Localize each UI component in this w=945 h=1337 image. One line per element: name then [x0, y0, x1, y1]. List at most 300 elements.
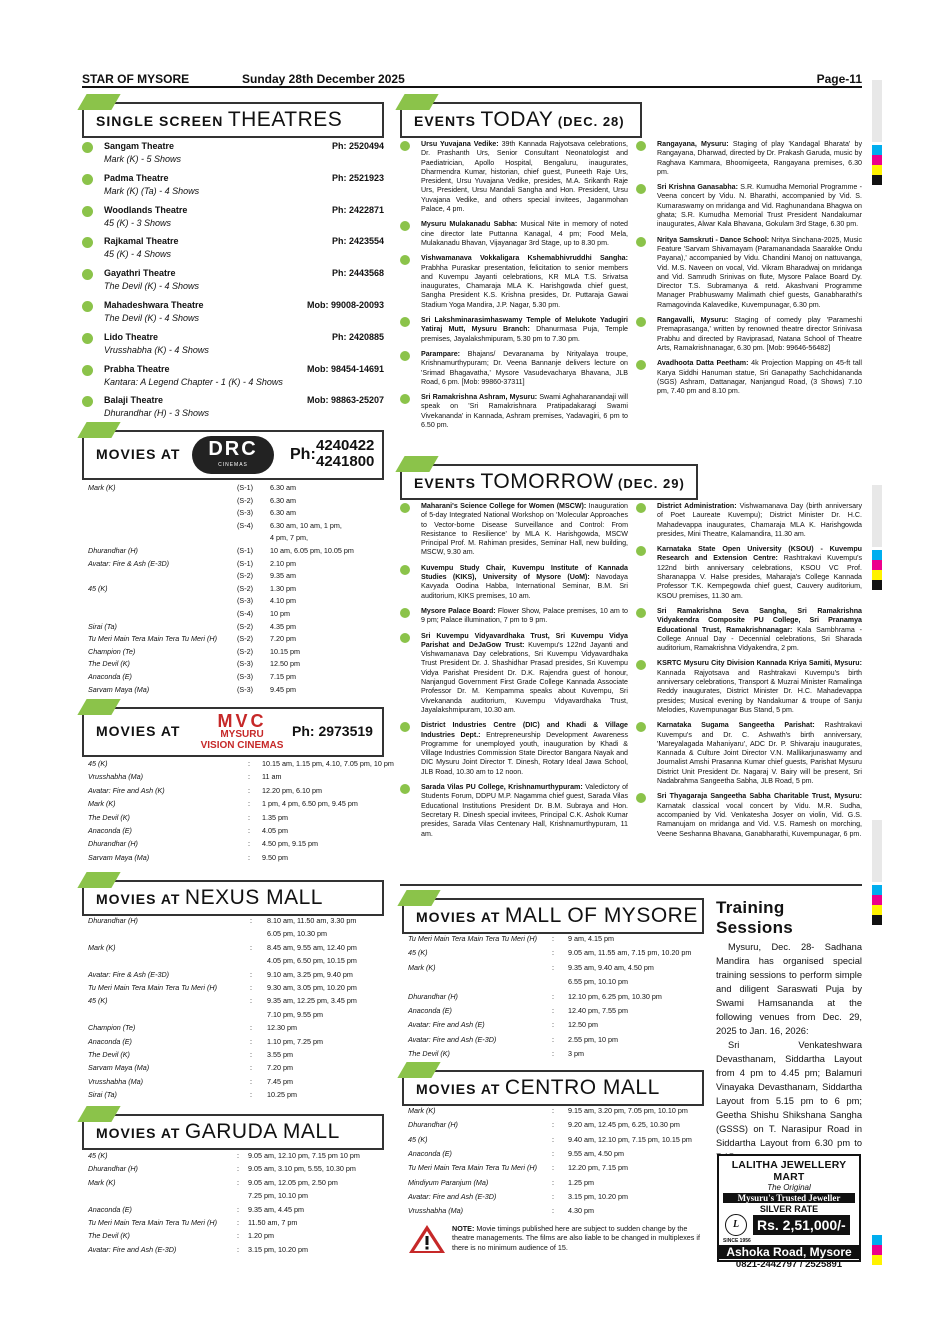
event-organiser: District Industries Centre (DIC) and Khadi & Village Industries Dept.: [421, 721, 628, 739]
bullet-icon [400, 503, 410, 513]
showtime-row [82, 852, 384, 865]
event-details: Swami Aghaharanandaji will speak on 'Sri Ramakrishnara Pratipadakaragi Swami Vivekananda' in Kannada, Ashram premises, Yadavagiri, 6 pm to 6.50 pm. [421, 393, 628, 430]
showtime-row [82, 1177, 384, 1190]
screen-or-sep: : [248, 799, 250, 809]
showtime-row [402, 1177, 704, 1191]
showtime-row [82, 646, 384, 659]
issue-date: Sunday 28th December 2025 [242, 72, 405, 86]
movie-title: Avatar: Fire & Ash (E-3D) [88, 969, 170, 979]
screen-or-sep: (S-2) [237, 646, 253, 656]
theatre-name: Prabha Theatre [104, 363, 170, 374]
event-item [636, 792, 862, 838]
event-organiser: KSRTC Mysuru City Division Kannada Kriya Samiti, Mysuru: [657, 659, 862, 668]
showtime-row [402, 933, 704, 947]
showtime-row [82, 558, 384, 571]
training-title: Training Sessions [716, 898, 794, 937]
bullet-icon [636, 317, 646, 327]
screen-or-sep: : [237, 1244, 239, 1254]
mall-of-mysore-showtimes [402, 933, 704, 1063]
events-tomorrow-left [400, 502, 628, 845]
event-details: Bhajans/ Devaranama by Nrityalaya troupe, Krishnamurthypuram; Dr. Veena Bannanje delivers lecture on 'Srimad Bhagavatha,' Mysore Vasudevacharya Bhavana, JLB Road, 6 pm. [Mob: 99860-37311] [421, 349, 628, 386]
event-details: Rashtrakavi Kuvempu's and Dr. C. Ashwath's birth anniversary, 'Mareyalagada Mahaniyaru', ADC Dr. P. Shivaraju inaugurates, Kannada & Culture Joint Director V.N. Mallikarjunaswamy and Journalist Amshi Prasanna Kumar chief guests, Parishat Mysuru District Unit President Dr. Nagaraj V. Bairy will be present, Sri Nadabrahma Sangeetha Sabha, JLB Road, 5 pm. [657, 721, 862, 786]
showtime-row [82, 482, 384, 495]
event-item [636, 236, 862, 310]
showtime-row [82, 771, 384, 784]
screen-or-sep: (S-2) [237, 583, 253, 593]
screen-or-sep: (S-3) [237, 672, 253, 681]
showtime-row [82, 812, 384, 825]
event-item [636, 140, 862, 177]
showtime-row [402, 1148, 704, 1162]
event-organiser: Karnataka State Open University (KSOU) - Kuvempu Research and Extension Centre: [657, 545, 862, 563]
bullet-icon [636, 360, 646, 370]
movie-title: Vrusshabha (Ma) [408, 1206, 463, 1216]
show-times: 9.35 am, 4.45 pm [248, 1204, 304, 1214]
bullet-icon [82, 396, 93, 407]
movie-title: Tu Meri Main Tera Main Tera Tu Meri (H) [408, 934, 538, 943]
showtime-row [82, 621, 384, 634]
mall-of-mysore-title: MOVIES AT MALL OF MYSORE [402, 898, 704, 934]
show-times: 9.05 am, 3.10 pm, 5.55, 10.30 pm [248, 1164, 356, 1174]
event-item [400, 140, 628, 214]
show-times: 4.05 pm, 6.50 pm, 10.15 pm [267, 956, 357, 966]
event-item [636, 183, 862, 229]
theatre-shows: Mark (K) - 5 Shows [104, 154, 182, 164]
showtime-row [82, 1190, 384, 1203]
training-para-1: Mysuru, Dec. 28- Sadhana Mandira has organised special training sessions to perform simple and diligent Saraswati Puja by Swami Hamsananda at the following venues from Dec. 29, 2025 to Jan. 16, 2026: [716, 942, 862, 1036]
theatre-shows: 45 (K) - 4 Shows [104, 249, 172, 260]
event-details: 4k Projection Mapping on 45-ft tall Karya Siddhi Hanuman statue, Sri Ganapathy Sachchidananda (SGS) Ashram, Dattanagar, Nanjangud Road, (3 Shows) 7.10 pm, 7.40 pm and 8.10 pm. [657, 359, 862, 396]
show-times: 1.35 pm [262, 812, 288, 822]
movie-title: Sarvam Maya (Ma) [88, 684, 150, 694]
show-times: 6.55 pm, 10.10 pm [568, 977, 628, 987]
screen-or-sep: : [552, 962, 554, 972]
movie-title: The Devil (K) [408, 1049, 450, 1059]
show-times: 9.05 am, 11.55 am, 7.15 pm, 10.20 pm [568, 948, 692, 958]
show-times: 6.30 am, 10 am, 1 pm, [270, 520, 342, 530]
screen-or-sep: : [237, 1151, 239, 1160]
showtime-row [402, 1205, 704, 1219]
showtime-row [82, 671, 384, 684]
showtime-row [82, 838, 384, 851]
event-details: Kuvempu's 122nd Jayanti and Vishwamanava Day celebrations, Sri Kuvempu Vidyavardhaka Trust President Dr. J. Shashidhar Prasad presides, Sri Kuvempu Vidya Parishat President Dr. D.K. Rajendra guest of honour, Nanjangud Government First Grade College Kannada Associate Professor Dr. M. Kempamma speaks about Kuvempu, Sri Vivekananda auditorium, Kuvempu Vidyavardhaka Trust, Jayalakshmipuram, 10.30 am. [421, 640, 628, 714]
mysuru-vision-title: MOVIES AT MVC MYSURU VISION CINEMAS Ph: 2973519 [82, 707, 384, 757]
show-times: 7.10 pm, 9.55 pm [267, 1009, 323, 1019]
screen-or-sep: (S-2) [237, 621, 253, 631]
event-organiser: Sri Krishna Ganasabha: [657, 183, 738, 192]
show-times: 3.15 pm, 10.20 pm [248, 1244, 308, 1254]
theatre-phone: Ph: 2520494 [331, 141, 384, 151]
screen-or-sep: : [250, 1076, 252, 1086]
theatre-phone: Ph: 2443568 [331, 268, 384, 279]
show-times: 9.50 pm [262, 852, 288, 862]
event-details: Karnatak classical vocal concert by Vidu. M.R. Sudha, accompanied by Vid. Venkatesha Josyer on violin, Vid. G.S. Ramanujam on mridanga and Vid. V.S. Ramesh on morching, Veene Seshanna Bhavana, Ganabharathi, Kuvempunagar, 6 pm. [657, 801, 862, 838]
drc-showtimes [82, 482, 384, 700]
registration-strip [872, 80, 882, 142]
screen-or-sep: : [250, 1050, 252, 1059]
showtime-row [82, 520, 384, 533]
bullet-icon [82, 301, 93, 312]
showtime-row [82, 1076, 384, 1089]
drc-phones: 4240422 4241800 [316, 437, 375, 470]
movie-title: Vrusshabha (Ma) [88, 1076, 143, 1086]
movie-title: Avatar: Fire & Ash (E-3D) [88, 558, 170, 568]
showtime-row [82, 969, 384, 982]
movie-title: Champion (Te) [88, 1023, 136, 1033]
screen-or-sep: : [248, 839, 250, 849]
theatre-item [82, 140, 384, 168]
event-details: Musical Nite in memory of noted cine director late Puttanna Kanagal, 4 pm; Food Mela, Mulakanadu Bhavan, Vijayanagar 3rd Stage, up to 8.30 pm. [421, 220, 629, 247]
bullet-icon [636, 141, 646, 151]
show-times: 4.30 pm [568, 1206, 594, 1216]
bullet-icon [400, 608, 410, 618]
screen-or-sep: (S-3) [237, 684, 253, 694]
movie-title: Mark (K) [88, 942, 116, 952]
theatre-item [82, 299, 384, 327]
screen-or-sep: : [250, 996, 252, 1006]
show-times: 7.20 pm [267, 1063, 293, 1073]
event-details: Nritya Sinchana-2025, Music Feature 'Sarvam Shivamayam (Paramanandada Saarakke Ondu Payana),' accompanied by Vidu. Chandini Manoj on nattuvanga, Vid. M.S. Naveen on vocal, Vid. Vikram Bharadwaj on mridanga and Vid. Samrudh Srinivas on flute, Mysore Palace Board Dy. Director T.S. Subramanya & retd. Akashvani Programme Manager Prabhuswamy Malimath chief guests, Ganabharathi's Ramagovinda Kalavedike, Kuvempunagar, 6.30 pm. [657, 235, 862, 309]
show-times: 10.15 am, 1.15 pm, 4.10, 7.05 pm, 10 pm [262, 759, 394, 768]
event-details: Prabhha Puraskar presentation, felicitation to senior members and Kuvempu Jayanti celebrations, KR MLA T.S. Srivatsa inaugurates, Chamaraja MLA K. Harishgowda chief guest, Sangha President K.S. Krishna presides, Dr. Puttaraja Gawai Stadium Yoga Mandira, J.P. Nagar, 5.30 pm. [421, 263, 628, 309]
show-times: 9.35 am, 9.40 am, 4.50 pm [568, 962, 654, 972]
events-tomorrow-title: EVENTS TOMORROW (DEC. 29) [400, 464, 698, 500]
event-item [400, 254, 628, 310]
theatre-item [82, 363, 384, 391]
show-times: 3.15 pm, 10.20 pm [568, 1191, 628, 1201]
screen-or-sep: (S-1) [237, 546, 253, 555]
movie-title: Anaconda (E) [408, 1148, 452, 1158]
bullet-icon [400, 221, 410, 231]
theatre-phone: Ph: 2420885 [331, 331, 384, 342]
showtime-row [82, 507, 384, 520]
screen-or-sep: (S-3) [237, 659, 253, 669]
showtime-row [82, 1163, 384, 1176]
screen-or-sep: : [248, 759, 250, 768]
screen-or-sep: (S-2) [237, 571, 253, 581]
event-item [636, 359, 862, 396]
show-times: 4.05 pm [262, 826, 288, 835]
movie-title: The Devil (K) [88, 659, 130, 669]
event-organiser: Mysore Palace Board: [421, 606, 496, 615]
movie-title: Anaconda (E) [408, 1006, 452, 1015]
movie-title: Avatar: Fire and Ash (E-3D) [88, 1244, 177, 1254]
showtime-row [82, 915, 384, 928]
show-times: 7.15 pm [270, 672, 296, 681]
movie-title: The Devil (K) [88, 1050, 130, 1059]
show-times: 4 pm, 7 pm, [270, 533, 308, 543]
screen-or-sep: : [250, 1063, 252, 1073]
show-times: 9.05 am, 12.05 pm, 2.50 pm [248, 1177, 338, 1187]
bullet-icon [82, 142, 93, 153]
theatre-phone: Mob: 99008-20093 [306, 300, 384, 310]
show-times: 9.55 am, 4.50 pm [568, 1148, 624, 1158]
screen-or-sep: : [552, 1177, 554, 1187]
screen-or-sep: : [237, 1204, 239, 1214]
show-times: 12.50 pm [270, 659, 300, 669]
theatre-phone: Ph: 2422871 [331, 204, 384, 215]
theatre-item [82, 267, 384, 295]
show-times: 6.05 pm, 10.30 pm [267, 929, 327, 939]
show-times: 4.10 pm [270, 596, 296, 606]
showtime-row [82, 1049, 384, 1062]
event-organiser: Sri Kuvempu Vidyavardhaka Trust, Sri Kuvempu Vidya Parishat and DeJaGow Trust: [421, 631, 628, 649]
show-times: 1.25 pm [568, 1177, 594, 1187]
showtime-row [82, 942, 384, 955]
showtime-row [82, 583, 384, 596]
show-times: 3 pm [568, 1049, 584, 1059]
theatre-phone: Mob: 98863-25207 [306, 395, 384, 406]
event-organiser: Maharani's Science College for Women (MSCW): [421, 502, 587, 510]
movie-title: Dhurandhar (H) [408, 1120, 458, 1130]
bullet-icon [82, 269, 93, 280]
screen-or-sep: (S-4) [237, 520, 253, 530]
showtime-row [82, 633, 384, 646]
show-times: 9.05 am, 12.10 pm, 7.15 pm 10 pm [248, 1151, 360, 1160]
paper-name: STAR OF MYSORE [82, 72, 190, 86]
screen-or-sep: : [250, 916, 252, 925]
show-times: 10.15 pm [270, 646, 300, 656]
event-details: Flower Show, Palace premises, 10 am to 9 pm; Palace illumination, 7 pm to 9 pm. [421, 606, 628, 625]
event-organiser: Parampare: [421, 349, 461, 358]
nexus-showtimes [82, 915, 384, 1105]
bullet-icon [82, 174, 93, 185]
movie-title: Anaconda (E) [88, 1204, 132, 1214]
movie-title: Mark (K) [408, 962, 436, 972]
event-item [636, 502, 862, 539]
event-details: Kala Sambhrama - College Annual Day - Decennial celebrations, Sri Sharada auditorium, Ramakrishna Vidyakendra, 2 pm. [657, 625, 862, 653]
screen-or-sep: : [248, 785, 250, 795]
screen-or-sep: : [552, 1020, 554, 1030]
screen-or-sep: : [250, 942, 252, 952]
showtime-row [402, 1191, 704, 1205]
showtime-row [402, 1034, 704, 1048]
show-times: 11.50 am, 7 pm [248, 1218, 298, 1227]
screen-or-sep: : [237, 1218, 239, 1227]
showtime-row [82, 995, 384, 1008]
movie-title: Tu Meri Main Tera Main Tera Tu Meri (H) [88, 634, 218, 644]
bullet-icon [636, 237, 646, 247]
movie-title: Dhurandhar (H) [88, 839, 138, 849]
screen-or-sep: : [250, 1090, 252, 1100]
movie-title: Anaconda (E) [88, 1036, 132, 1046]
event-details: Staging of comedy play 'Parameshi Premaprasanga,' written by renowned theatre director Srinivasa Prabhu and directed by Raviprasad, Natana School of Theatre Arts, Ramakrishnanagar, 6.30 pm. [Mob: 99646-56482] [657, 316, 862, 352]
screen-or-sep: : [250, 1036, 252, 1046]
movie-title: 45 (K) [88, 583, 108, 593]
screen-or-sep: : [552, 1191, 554, 1201]
theatre-shows: 45 (K) - 3 Shows [104, 217, 172, 228]
show-times: 9 am, 4.15 pm [568, 934, 614, 943]
bullet-icon [636, 546, 646, 556]
movie-title: Avatar: Fire and Ash (E-3D) [408, 1191, 497, 1201]
screen-or-sep: (S-2) [237, 495, 253, 505]
event-item [636, 545, 862, 601]
event-item [400, 350, 628, 387]
drc-title: MOVIES AT DRC CINEMAS Ph: 4240422 4241800 [82, 430, 384, 480]
screen-or-sep: : [237, 1164, 239, 1174]
show-times: 1.30 pm [270, 583, 296, 593]
bullet-icon [400, 351, 410, 361]
show-times: 7.25 pm, 10.10 pm [248, 1191, 308, 1201]
movie-title: Anaconda (E) [88, 672, 132, 681]
screen-or-sep: (S-4) [237, 609, 253, 618]
event-details: Entrepreneurship Development Awareness Programme for unemployed youth, inauguration by Khadi & Village Industries Commission State Director Bangara Nayak and DIC Mysuru Joint Director T. Dinesh, Rotary Ideal Jawa School, JLB Road, 10.30 am to 12 noon. [421, 730, 629, 776]
screen-or-sep: : [248, 852, 250, 862]
bullet-icon [636, 722, 646, 732]
movie-title: Sarvam Maya (Ma) [88, 852, 150, 862]
showtime-row [402, 1048, 704, 1062]
mysuru-vision-showtimes [82, 758, 394, 868]
screen-or-sep: : [250, 983, 252, 992]
event-details: Dhanurmasa Puja, Temple premises, Jayalakshmipuram, 5.30 pm to 7.30 pm. [421, 325, 628, 343]
event-item [400, 502, 628, 558]
showtime-row [82, 1150, 384, 1163]
showtime-row [82, 595, 384, 608]
showtime-row [82, 608, 384, 621]
mysuru-vision-logo: MVC MYSURU VISION CINEMAS [200, 711, 284, 751]
show-times: 2.10 pm [270, 558, 296, 568]
showtime-row [402, 1005, 704, 1019]
theatre-item [82, 204, 384, 232]
screen-or-sep: : [250, 969, 252, 979]
event-item [636, 659, 862, 715]
training-sessions [716, 898, 862, 1164]
theatre-item [82, 172, 384, 200]
theatre-item [82, 331, 384, 359]
theatre-name: Lido Theatre [104, 331, 159, 342]
showtime-row [402, 976, 704, 990]
mysuru-vision-phone: Ph: 2973519 [292, 723, 373, 739]
showtime-row [82, 982, 384, 995]
event-details: S.R. Kumudha Memorial Programme - Veena concert by Vidu. N. Bharathi, accompanied by Vid. S. Kumaraswamy on mridanga and Vid. Raghunandana Bhagwa on ghata; S.R. Kumudha Memorial Trust President Nandakumar inaugurates, Alwar Kala Bhavana, Gokulam 3rd Stage, 6.30 pm. [657, 183, 862, 229]
event-organiser: Ursu Yuvajana Vedike: [421, 140, 499, 148]
screen-or-sep: : [552, 1206, 554, 1216]
centro-showtimes [402, 1105, 704, 1217]
event-item [400, 564, 628, 601]
bullet-icon [400, 565, 410, 575]
showtime-row [82, 532, 384, 545]
show-times: 9.35 am, 12.25 pm, 3.45 pm [267, 996, 357, 1006]
events-today-left [400, 140, 628, 436]
showtime-row [82, 1217, 384, 1230]
theatre-phone: Ph: 2521923 [331, 172, 384, 183]
movie-title: Tu Meri Main Tera Main Tera Tu Meri (H) [88, 983, 218, 992]
event-organiser: District Administration: [657, 502, 737, 510]
theatre-shows: Mark (K) (Ta) - 4 Shows [104, 185, 200, 196]
show-times: 9.45 pm [270, 684, 296, 694]
bullet-icon [636, 503, 646, 513]
event-organiser: Sri Lakshminarasimhaswamy Temple of Melukote Yadugiri Yatiraj Mutt, Mysuru Branch: [421, 316, 628, 334]
show-times: 9.20 am, 12.45 pm, 6.25, 10.30 pm [568, 1120, 680, 1130]
event-details: 39th Kannada Rajyotsava celebrations, Dr. Prashanth Urs, Senior Consultant Neonatologist and Paediatrician, Apollo Hospital, Bengaluru, inaugurates, Dharmendra Kumar, historian, chief guest, Puneeth Raje Urs, President, Ursu Yuvajana Vedike, presides, M.A. Srikanth Raje Urs, President, Ursu Mandali Sangha and Hon. President, Ursu Yuvajana Vedike, and others special invitees, Jaganmohan Palace, 4 pm. [421, 140, 629, 214]
screen-or-sep: : [552, 1148, 554, 1158]
bullet-icon [400, 633, 410, 643]
show-times: 12.20 pm, 7.15 pm [568, 1163, 628, 1173]
event-item [400, 316, 628, 344]
event-details: Staging of play 'Kandagal Bharata' by Rangayana, Dharwad, directed by Dr. Prakash Garuda, music by Raghava Kammara, Bhoomigeeta, Rangayana premises, 6.30 pm. [657, 140, 862, 176]
show-times: 12.50 pm [568, 1020, 598, 1030]
showtime-row [402, 991, 704, 1005]
drc-ph-label: Ph: [290, 446, 316, 463]
screen-or-sep: : [248, 826, 250, 835]
bullet-icon [82, 365, 93, 376]
event-organiser: Avadhoota Datta Peetham: [657, 359, 749, 368]
show-times: 1 pm, 4 pm, 6.50 pm, 9.45 pm [262, 799, 358, 809]
bullet-icon [400, 784, 410, 794]
show-times: 9.15 am, 3.20 pm, 7.05 pm, 10.10 pm [568, 1106, 688, 1115]
movie-title: 45 (K) [408, 1134, 428, 1144]
bullet-icon [636, 793, 646, 803]
event-organiser: Sri Ramakrishna Seva Sangha, Sri Ramakrishna Vidyakendra Composite PU College, Sri Pranamya Educational Trust, Ramakrishnanagar: [657, 606, 862, 634]
timing-note: NOTE: Movie timings published here are subject to sudden change by the theatre managements. The films are also liable to be changed in multiplexes if there is no minimum audience of 15. [404, 1222, 706, 1256]
bullet-icon [82, 237, 93, 248]
event-organiser: Nritya Samskruti - Dance School: [657, 235, 770, 244]
movie-title: Mindiyum Paranjum (Ma) [408, 1177, 489, 1187]
screen-or-sep: : [237, 1231, 239, 1241]
event-item [636, 607, 862, 653]
show-times: 8.10 am, 11.50 am, 3.30 pm [267, 916, 357, 925]
show-times: 10 am, 6.05 pm, 10.05 pm [270, 546, 354, 555]
showtime-row [402, 1019, 704, 1033]
event-organiser: Kuvempu Study Chair, Kuvempu Institute of Kannada Studies (KIKS), University of Mysore (UoM): [421, 563, 628, 582]
event-item [400, 783, 628, 839]
event-organiser: Vishwamanava Vokkaligara Kshemabhivruddhi Sangha: [421, 254, 628, 263]
event-item [400, 607, 628, 626]
movie-title: Sarvam Maya (Ma) [88, 1063, 150, 1073]
showtime-row [82, 798, 384, 811]
movie-title: Tu Meri Main Tera Main Tera Tu Meri (H) [408, 1163, 538, 1173]
theatre-name: Gayathri Theatre [104, 268, 176, 279]
event-details: Kannada Rajyotsava and Rashtrakavi Kuvempu's birth anniversary celebrations, Transport & Muzrai Minister Ramalinga Reddy inaugurates, District Minister Dr. H.C. Mahadevappa presides; Musical evening by Nandakumar & troupe of Sanju Melodies, Kuvempunagar Bus Stand, 5 pm. [657, 668, 862, 714]
theatre-shows: Vrusshabha (K) - 4 Shows [104, 344, 209, 355]
bullet-icon [400, 141, 410, 151]
theatre-item [82, 394, 384, 422]
show-times: 6.30 am [270, 483, 296, 492]
show-times: 9.40 am, 12.10 pm, 7.15 pm, 10.15 pm [568, 1134, 692, 1144]
event-organiser: Sri Thyagaraja Sangeetha Sabha Charitable Trust, Mysuru: [657, 792, 862, 801]
screen-or-sep: : [248, 812, 250, 822]
show-times: 1.20 pm [248, 1231, 274, 1241]
events-today-right [636, 140, 862, 402]
show-times: 12.10 pm, 6.25 pm, 10.30 pm [568, 991, 662, 1001]
movie-title: Tu Meri Main Tera Main Tera Tu Meri (H) [88, 1218, 218, 1227]
movie-title: Dhurandhar (H) [88, 546, 138, 555]
theatre-shows: Dhurandhar (H) - 3 Shows [104, 408, 210, 419]
showtime-row [82, 570, 384, 583]
event-item [636, 316, 862, 353]
movie-title: 45 (K) [408, 948, 428, 958]
theatre-shows: The Devil (K) - 4 Shows [104, 281, 200, 292]
movie-title: Avatar: Fire and Ash (K) [88, 785, 165, 795]
showtime-row [82, 658, 384, 671]
event-details: Navodaya Kavyada Oodina Habba, International Seminar, B.M. Sri auditorium, KIKS premises, 10 am. [421, 573, 628, 600]
event-details: Inauguration of 5-day Integrated National Workshop on 'Molecular Approaches to Vector-borne Disease Surveillance and Control: From Resistance to Resilience' by MLA K. Harishgowda, MSCW Principal Prof. M. Rahiman presides, Seminar Hall, new building, MSCW, 9.30 am. [421, 502, 628, 557]
movie-title: Mark (K) [88, 799, 116, 809]
theatre-shows: Kantara: A Legend Chapter - 1 (K) - 4 Shows [104, 376, 283, 387]
movie-title: The Devil (K) [88, 1231, 130, 1241]
event-details: Vishwamanava Day (birth anniversary of Poet Laureate Kuvempu); District Minister Dr. H.C. Mahadevappa inaugurates, Chamaraja MLA K. Harishgowda presides, Mini Theatre, Kalamandira, 11.30 am. [657, 502, 862, 538]
warning-icon [408, 1224, 446, 1254]
showtime-row [82, 1036, 384, 1049]
event-organiser: Karnataka Sugama Sangeetha Parishat: [657, 721, 815, 730]
showtime-row [82, 545, 384, 558]
movie-title: Vrusshabha (Ma) [88, 772, 143, 782]
page-header [82, 72, 862, 88]
movie-title: 45 (K) [88, 1151, 108, 1160]
theatre-phone: Ph: 2423554 [331, 236, 384, 247]
theatre-name: Mahadeshwara Theatre [104, 300, 204, 310]
theatre-phone: Mob: 98454-14691 [306, 363, 384, 374]
